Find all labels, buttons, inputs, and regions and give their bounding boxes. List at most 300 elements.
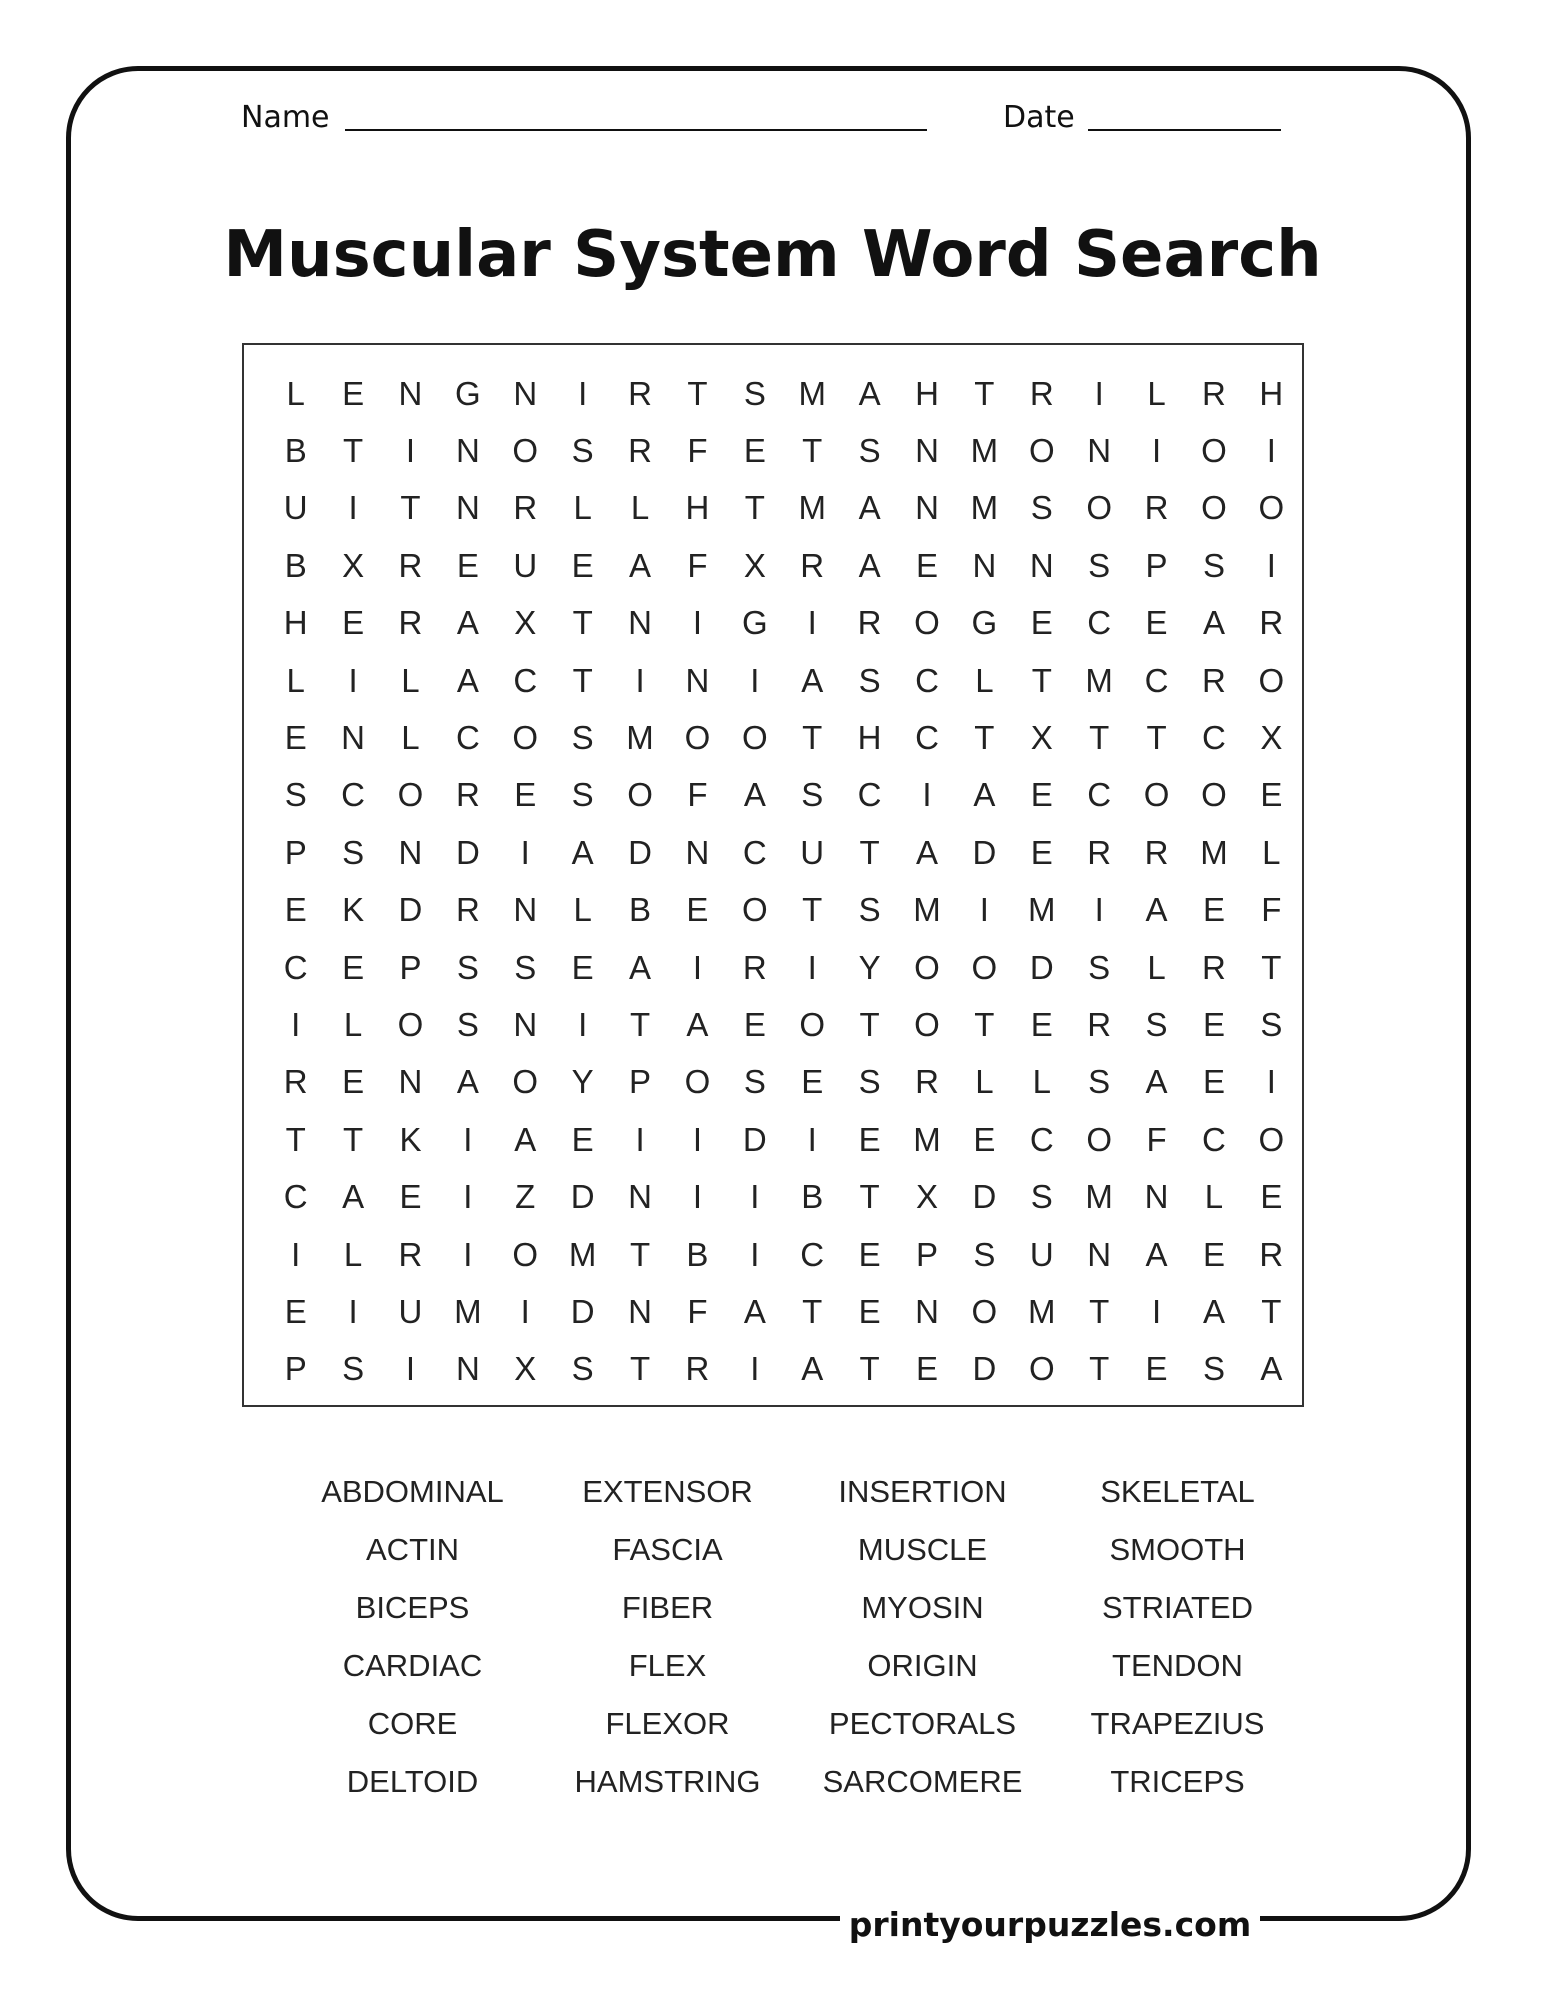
grid-letter[interactable]: S: [456, 1005, 479, 1043]
grid-letter[interactable]: A: [801, 1350, 824, 1388]
grid-letter[interactable]: I: [979, 891, 989, 929]
grid-letter[interactable]: I: [807, 1120, 817, 1158]
grid-letter[interactable]: C: [800, 1235, 825, 1273]
grid-letter[interactable]: R: [1202, 948, 1226, 986]
grid-letter[interactable]: D: [455, 833, 480, 871]
grid-letter[interactable]: O: [741, 719, 768, 757]
grid-letter[interactable]: S: [858, 1063, 881, 1101]
grid-letter[interactable]: E: [1030, 1005, 1053, 1043]
grid-letter[interactable]: E: [973, 1120, 996, 1158]
grid-letter[interactable]: C: [1144, 661, 1169, 699]
grid-letter[interactable]: B: [801, 1178, 824, 1216]
grid-letter[interactable]: O: [1143, 776, 1170, 814]
grid-letter[interactable]: I: [520, 833, 530, 871]
grid-letter[interactable]: F: [687, 546, 708, 584]
grid-letter[interactable]: O: [1201, 776, 1227, 814]
grid-letter[interactable]: E: [342, 604, 365, 642]
grid-letter[interactable]: N: [1144, 1178, 1169, 1216]
grid-letter[interactable]: I: [750, 1235, 760, 1273]
grid-letter[interactable]: A: [801, 661, 824, 699]
grid-letter[interactable]: N: [1029, 546, 1054, 584]
grid-letter[interactable]: X: [342, 546, 365, 584]
grid-letter[interactable]: I: [1094, 374, 1104, 412]
grid-letter[interactable]: M: [568, 1235, 597, 1273]
grid-letter[interactable]: A: [456, 661, 479, 699]
grid-letter[interactable]: L: [630, 489, 650, 527]
grid-letter[interactable]: R: [628, 374, 652, 412]
grid-letter[interactable]: E: [1202, 1063, 1225, 1101]
grid-letter[interactable]: T: [629, 1350, 651, 1388]
grid-letter[interactable]: I: [750, 1178, 760, 1216]
grid-letter[interactable]: X: [743, 546, 766, 584]
grid-letter[interactable]: E: [342, 374, 365, 412]
grid-letter[interactable]: R: [628, 432, 652, 470]
grid-letter[interactable]: E: [284, 719, 307, 757]
grid-letter[interactable]: L: [343, 1235, 363, 1273]
grid-letter[interactable]: D: [628, 833, 652, 871]
grid-letter[interactable]: H: [283, 604, 308, 642]
grid-letter[interactable]: C: [1202, 1120, 1226, 1158]
grid-letter[interactable]: A: [456, 1063, 479, 1101]
grid-letter[interactable]: A: [629, 948, 652, 986]
grid-letter[interactable]: I: [405, 432, 416, 470]
grid-letter[interactable]: D: [742, 1120, 767, 1158]
grid-letter[interactable]: M: [798, 374, 826, 412]
grid-letter[interactable]: E: [514, 776, 537, 814]
grid-letter[interactable]: A: [1145, 1063, 1168, 1101]
grid-letter[interactable]: X: [1260, 719, 1283, 757]
grid-letter[interactable]: P: [629, 1063, 652, 1101]
grid-letter[interactable]: R: [513, 489, 538, 527]
grid-letter[interactable]: L: [1147, 374, 1166, 412]
grid-letter[interactable]: E: [284, 1292, 307, 1330]
grid-letter[interactable]: S: [1088, 546, 1111, 584]
grid-letter[interactable]: T: [974, 1005, 995, 1043]
grid-letter[interactable]: K: [399, 1120, 422, 1158]
grid-letter[interactable]: T: [802, 1292, 823, 1330]
grid-letter[interactable]: F: [1146, 1120, 1167, 1158]
grid-letter[interactable]: T: [859, 1005, 880, 1043]
grid-letter[interactable]: E: [801, 1063, 824, 1101]
grid-letter[interactable]: I: [578, 374, 588, 412]
grid-letter[interactable]: E: [342, 1063, 365, 1101]
grid-letter[interactable]: R: [283, 1063, 308, 1101]
grid-letter[interactable]: I: [463, 1178, 473, 1216]
grid-letter[interactable]: X: [514, 604, 537, 642]
grid-letter[interactable]: M: [626, 719, 654, 757]
grid-letter[interactable]: O: [1258, 489, 1285, 527]
grid-letter[interactable]: N: [398, 833, 423, 871]
grid-letter[interactable]: I: [692, 948, 703, 986]
grid-letter[interactable]: S: [1202, 546, 1225, 584]
grid-letter[interactable]: S: [1030, 1178, 1053, 1216]
grid-letter[interactable]: N: [915, 1292, 939, 1330]
grid-letter[interactable]: E: [858, 1292, 881, 1330]
grid-letter[interactable]: E: [284, 891, 307, 929]
grid-letter[interactable]: I: [635, 661, 645, 699]
grid-letter[interactable]: G: [455, 374, 481, 412]
grid-letter[interactable]: T: [802, 719, 823, 757]
grid-letter[interactable]: I: [750, 661, 760, 699]
grid-letter[interactable]: O: [512, 1235, 539, 1273]
grid-letter[interactable]: C: [283, 1178, 308, 1216]
grid-letter[interactable]: E: [1030, 776, 1053, 814]
grid-letter[interactable]: D: [972, 1178, 997, 1216]
grid-letter[interactable]: T: [859, 1178, 880, 1216]
grid-letter[interactable]: H: [685, 489, 710, 527]
grid-letter[interactable]: S: [858, 661, 881, 699]
grid-letter[interactable]: N: [398, 374, 423, 412]
grid-letter[interactable]: O: [397, 776, 424, 814]
grid-letter[interactable]: N: [915, 432, 939, 470]
grid-letter[interactable]: R: [1144, 833, 1169, 871]
grid-letter[interactable]: L: [573, 891, 592, 929]
grid-letter[interactable]: X: [1030, 719, 1053, 757]
grid-letter[interactable]: R: [1202, 661, 1226, 699]
grid-letter[interactable]: N: [1087, 432, 1112, 470]
grid-letter[interactable]: I: [348, 661, 358, 699]
grid-letter[interactable]: E: [743, 432, 766, 470]
grid-letter[interactable]: H: [1259, 374, 1284, 412]
grid-letter[interactable]: A: [1202, 1292, 1225, 1330]
grid-letter[interactable]: F: [687, 1292, 708, 1330]
grid-letter[interactable]: N: [972, 546, 997, 584]
grid-letter[interactable]: I: [692, 604, 703, 642]
grid-letter[interactable]: I: [520, 1292, 530, 1330]
grid-letter[interactable]: C: [915, 719, 939, 757]
grid-letter[interactable]: M: [970, 489, 999, 527]
grid-letter[interactable]: N: [398, 1063, 423, 1101]
grid-letter[interactable]: F: [687, 432, 708, 470]
grid-letter[interactable]: I: [348, 489, 358, 527]
grid-letter[interactable]: B: [629, 891, 652, 929]
grid-letter[interactable]: M: [454, 1292, 482, 1330]
grid-letter[interactable]: E: [1202, 1005, 1225, 1043]
grid-letter[interactable]: H: [915, 374, 939, 412]
grid-letter[interactable]: M: [1085, 661, 1113, 699]
grid-letter[interactable]: R: [1202, 374, 1226, 412]
grid-letter[interactable]: S: [743, 374, 766, 412]
grid-letter[interactable]: L: [1204, 1178, 1224, 1216]
grid-letter[interactable]: L: [286, 661, 305, 699]
grid-letter[interactable]: L: [1262, 833, 1281, 871]
grid-letter[interactable]: E: [1030, 833, 1053, 871]
grid-letter[interactable]: A: [629, 546, 652, 584]
grid-letter[interactable]: G: [741, 604, 768, 642]
grid-letter[interactable]: I: [1266, 1063, 1276, 1101]
grid-letter[interactable]: O: [512, 1063, 539, 1101]
grid-letter[interactable]: X: [915, 1178, 938, 1216]
grid-letter[interactable]: S: [1260, 1005, 1283, 1043]
grid-letter[interactable]: I: [922, 776, 932, 814]
grid-letter[interactable]: E: [858, 1120, 881, 1158]
grid-letter[interactable]: A: [456, 604, 479, 642]
grid-letter[interactable]: S: [1030, 489, 1053, 527]
grid-letter[interactable]: O: [1028, 1350, 1055, 1388]
grid-letter[interactable]: O: [1258, 661, 1285, 699]
grid-letter[interactable]: S: [973, 1235, 996, 1273]
grid-letter[interactable]: E: [571, 948, 594, 986]
grid-letter[interactable]: N: [513, 374, 538, 412]
grid-letter[interactable]: O: [1201, 489, 1227, 527]
grid-letter[interactable]: Z: [515, 1178, 536, 1216]
grid-letter[interactable]: N: [628, 1178, 652, 1216]
grid-letter[interactable]: D: [972, 833, 997, 871]
grid-letter[interactable]: N: [455, 489, 480, 527]
grid-letter[interactable]: T: [802, 432, 823, 470]
grid-letter[interactable]: I: [463, 1120, 473, 1158]
grid-letter[interactable]: R: [398, 546, 423, 584]
grid-letter[interactable]: N: [915, 489, 939, 527]
grid-letter[interactable]: T: [1261, 948, 1282, 986]
grid-letter[interactable]: N: [685, 661, 710, 699]
grid-letter[interactable]: H: [857, 719, 882, 757]
grid-letter[interactable]: R: [800, 546, 825, 584]
grid-letter[interactable]: N: [341, 719, 365, 757]
grid-letter[interactable]: T: [343, 1120, 364, 1158]
grid-letter[interactable]: T: [343, 432, 364, 470]
grid-letter[interactable]: C: [1202, 719, 1226, 757]
grid-letter[interactable]: C: [1029, 1120, 1054, 1158]
grid-letter[interactable]: B: [284, 432, 307, 470]
grid-letter[interactable]: R: [455, 776, 480, 814]
grid-letter[interactable]: R: [1087, 1005, 1112, 1043]
grid-letter[interactable]: R: [742, 948, 767, 986]
grid-letter[interactable]: A: [571, 833, 594, 871]
grid-letter[interactable]: T: [629, 1005, 651, 1043]
grid-letter[interactable]: A: [342, 1178, 365, 1216]
grid-letter[interactable]: B: [284, 546, 307, 584]
grid-letter[interactable]: F: [687, 776, 708, 814]
grid-letter[interactable]: Y: [858, 948, 881, 986]
grid-letter[interactable]: C: [341, 776, 365, 814]
grid-letter[interactable]: L: [286, 374, 305, 412]
grid-letter[interactable]: T: [1089, 1292, 1110, 1330]
grid-letter[interactable]: A: [514, 1120, 537, 1158]
grid-letter[interactable]: C: [283, 948, 308, 986]
grid-letter[interactable]: S: [743, 1063, 766, 1101]
grid-letter[interactable]: O: [627, 776, 653, 814]
grid-letter[interactable]: S: [342, 1350, 365, 1388]
grid-letter[interactable]: E: [915, 1350, 938, 1388]
grid-letter[interactable]: T: [572, 661, 593, 699]
grid-letter[interactable]: E: [1260, 1178, 1283, 1216]
grid-letter[interactable]: X: [514, 1350, 537, 1388]
grid-letter[interactable]: I: [1266, 546, 1276, 584]
grid-letter[interactable]: I: [807, 604, 817, 642]
grid-letter[interactable]: O: [1201, 432, 1227, 470]
grid-letter[interactable]: I: [807, 948, 817, 986]
grid-letter[interactable]: N: [513, 1005, 538, 1043]
grid-letter[interactable]: T: [744, 489, 765, 527]
grid-letter[interactable]: O: [684, 719, 711, 757]
grid-letter[interactable]: S: [284, 776, 307, 814]
grid-letter[interactable]: E: [1202, 891, 1225, 929]
grid-letter[interactable]: L: [401, 661, 420, 699]
grid-letter[interactable]: F: [1261, 891, 1282, 929]
grid-letter[interactable]: A: [858, 374, 881, 412]
grid-letter[interactable]: R: [1259, 604, 1284, 642]
grid-letter[interactable]: M: [798, 489, 826, 527]
grid-letter[interactable]: E: [399, 1178, 422, 1216]
grid-letter[interactable]: I: [1094, 891, 1104, 929]
grid-letter[interactable]: S: [1202, 1350, 1225, 1388]
grid-letter[interactable]: T: [859, 833, 880, 871]
grid-letter[interactable]: T: [974, 719, 995, 757]
grid-letter[interactable]: U: [283, 489, 308, 527]
grid-letter[interactable]: I: [692, 1120, 703, 1158]
grid-letter[interactable]: C: [455, 719, 480, 757]
grid-letter[interactable]: P: [284, 1350, 307, 1388]
grid-letter[interactable]: S: [342, 833, 365, 871]
grid-letter[interactable]: S: [571, 1350, 594, 1388]
grid-letter[interactable]: E: [1145, 604, 1168, 642]
grid-letter[interactable]: U: [800, 833, 825, 871]
grid-letter[interactable]: T: [629, 1235, 651, 1273]
grid-letter[interactable]: E: [571, 546, 594, 584]
grid-letter[interactable]: I: [291, 1005, 301, 1043]
grid-letter[interactable]: G: [971, 604, 998, 642]
grid-letter[interactable]: S: [858, 891, 881, 929]
grid-letter[interactable]: I: [1266, 432, 1276, 470]
grid-letter[interactable]: N: [513, 891, 538, 929]
grid-letter[interactable]: R: [685, 1350, 710, 1388]
grid-letter[interactable]: A: [1260, 1350, 1283, 1388]
name-field[interactable]: [345, 129, 927, 131]
grid-letter[interactable]: A: [743, 1292, 766, 1330]
grid-letter[interactable]: O: [799, 1005, 826, 1043]
grid-letter[interactable]: E: [571, 1120, 594, 1158]
grid-letter[interactable]: C: [742, 833, 767, 871]
grid-letter[interactable]: U: [398, 1292, 423, 1330]
grid-letter[interactable]: A: [915, 833, 938, 871]
grid-letter[interactable]: C: [857, 776, 882, 814]
grid-letter[interactable]: N: [1087, 1235, 1112, 1273]
grid-letter[interactable]: R: [915, 1063, 939, 1101]
grid-letter[interactable]: C: [513, 661, 538, 699]
grid-letter[interactable]: T: [285, 1120, 306, 1158]
grid-letter[interactable]: P: [1145, 546, 1168, 584]
grid-letter[interactable]: S: [456, 948, 479, 986]
grid-letter[interactable]: O: [1086, 1120, 1112, 1158]
grid-letter[interactable]: I: [750, 1350, 760, 1388]
grid-letter[interactable]: A: [858, 546, 881, 584]
grid-letter[interactable]: I: [463, 1235, 473, 1273]
grid-letter[interactable]: E: [915, 546, 938, 584]
grid-letter[interactable]: L: [343, 1005, 363, 1043]
grid-letter[interactable]: Y: [571, 1063, 594, 1101]
grid-letter[interactable]: L: [573, 489, 592, 527]
grid-letter[interactable]: D: [398, 891, 423, 929]
grid-letter[interactable]: P: [399, 948, 422, 986]
grid-letter[interactable]: M: [1085, 1178, 1113, 1216]
grid-letter[interactable]: A: [743, 776, 766, 814]
grid-letter[interactable]: M: [1200, 833, 1228, 871]
grid-letter[interactable]: T: [802, 891, 823, 929]
grid-letter[interactable]: I: [578, 1005, 588, 1043]
grid-letter[interactable]: N: [685, 833, 710, 871]
grid-letter[interactable]: N: [455, 432, 480, 470]
grid-letter[interactable]: M: [913, 1120, 941, 1158]
grid-letter[interactable]: S: [1088, 948, 1111, 986]
grid-letter[interactable]: T: [859, 1350, 880, 1388]
grid-letter[interactable]: A: [1202, 604, 1225, 642]
grid-letter[interactable]: I: [1151, 1292, 1162, 1330]
grid-letter[interactable]: M: [913, 891, 941, 929]
grid-letter[interactable]: D: [570, 1178, 595, 1216]
grid-letter[interactable]: N: [628, 1292, 652, 1330]
grid-letter[interactable]: O: [914, 604, 940, 642]
grid-letter[interactable]: A: [1145, 891, 1168, 929]
grid-letter[interactable]: S: [801, 776, 824, 814]
grid-letter[interactable]: T: [974, 374, 995, 412]
grid-letter[interactable]: T: [1261, 1292, 1282, 1330]
grid-letter[interactable]: D: [1029, 948, 1054, 986]
grid-letter[interactable]: I: [291, 1235, 301, 1273]
grid-letter[interactable]: S: [571, 432, 594, 470]
grid-letter[interactable]: R: [398, 1235, 423, 1273]
grid-letter[interactable]: S: [571, 719, 594, 757]
grid-letter[interactable]: T: [400, 489, 421, 527]
grid-letter[interactable]: L: [401, 719, 420, 757]
grid-letter[interactable]: N: [628, 604, 652, 642]
grid-letter[interactable]: T: [687, 374, 708, 412]
grid-letter[interactable]: O: [512, 719, 539, 757]
grid-letter[interactable]: I: [692, 1178, 703, 1216]
grid-letter[interactable]: T: [1089, 719, 1110, 757]
grid-letter[interactable]: O: [971, 948, 998, 986]
grid-letter[interactable]: O: [914, 948, 940, 986]
grid-letter[interactable]: T: [1031, 661, 1052, 699]
grid-letter[interactable]: R: [1029, 374, 1054, 412]
grid-letter[interactable]: S: [514, 948, 537, 986]
grid-letter[interactable]: I: [1151, 432, 1162, 470]
grid-letter[interactable]: R: [455, 891, 480, 929]
grid-letter[interactable]: O: [1258, 1120, 1285, 1158]
grid-letter[interactable]: L: [975, 1063, 994, 1101]
grid-letter[interactable]: E: [1030, 604, 1053, 642]
grid-letter[interactable]: N: [455, 1350, 480, 1388]
grid-letter[interactable]: O: [512, 432, 539, 470]
grid-letter[interactable]: I: [405, 1350, 416, 1388]
grid-letter[interactable]: O: [971, 1292, 998, 1330]
grid-letter[interactable]: T: [572, 604, 593, 642]
grid-letter[interactable]: O: [397, 1005, 424, 1043]
grid-letter[interactable]: L: [1147, 948, 1166, 986]
date-field[interactable]: [1088, 129, 1281, 131]
grid-letter[interactable]: U: [513, 546, 538, 584]
grid-letter[interactable]: E: [858, 1235, 881, 1273]
grid-letter[interactable]: A: [973, 776, 996, 814]
grid-letter[interactable]: E: [1260, 776, 1283, 814]
grid-letter[interactable]: E: [1202, 1235, 1225, 1273]
grid-letter[interactable]: S: [1145, 1005, 1168, 1043]
grid-letter[interactable]: M: [1028, 891, 1056, 929]
grid-letter[interactable]: R: [1087, 833, 1112, 871]
grid-letter[interactable]: R: [1144, 489, 1169, 527]
grid-letter[interactable]: M: [970, 432, 999, 470]
grid-letter[interactable]: E: [342, 948, 365, 986]
grid-letter[interactable]: S: [571, 776, 594, 814]
grid-letter[interactable]: L: [975, 661, 994, 699]
grid-letter[interactable]: A: [858, 489, 881, 527]
grid-letter[interactable]: E: [1145, 1350, 1168, 1388]
grid-letter[interactable]: C: [1087, 776, 1112, 814]
grid-letter[interactable]: M: [1028, 1292, 1056, 1330]
grid-letter[interactable]: E: [456, 546, 479, 584]
grid-letter[interactable]: R: [857, 604, 882, 642]
grid-letter[interactable]: I: [348, 1292, 358, 1330]
